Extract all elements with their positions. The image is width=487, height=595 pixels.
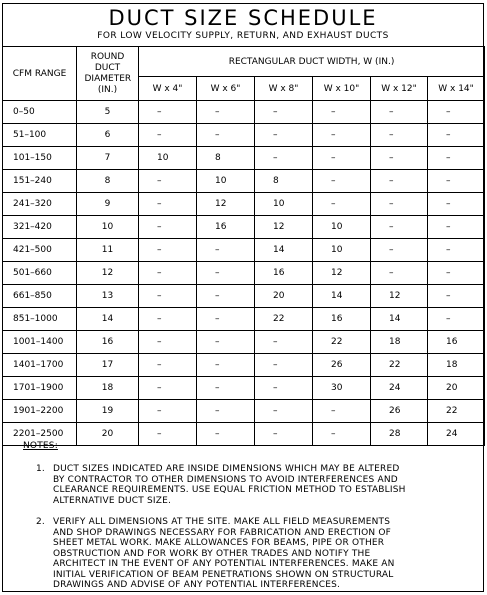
rect-width-cell: – <box>371 193 428 216</box>
rect-width-cell: 26 <box>313 354 371 377</box>
cfm-range-cell: 51–100 <box>3 124 77 147</box>
rect-width-cell: 24 <box>371 377 428 400</box>
rect-width-cell: – <box>313 193 371 216</box>
table-row <box>3 147 485 170</box>
schedule-subtitle: FOR LOW VELOCITY SUPPLY, RETURN, AND EXHAUST DUCTS <box>97 31 389 41</box>
rect-width-cell: 12 <box>255 216 313 239</box>
rect-width-cell: 10 <box>197 170 255 193</box>
rect-width-cell: – <box>313 124 371 147</box>
width-column-header: W x 10" <box>313 77 371 101</box>
table-row <box>3 308 485 331</box>
table-row <box>3 285 485 308</box>
rect-width-cell: – <box>139 423 197 446</box>
cfm-range-cell: 421–500 <box>3 239 77 262</box>
note-line: DUCT SIZES INDICATED ARE INSIDE DIMENSIONS WHICH MAY BE ALTERED <box>53 464 400 474</box>
round-diameter-cell: 16 <box>77 331 139 354</box>
rect-width-cell: – <box>197 377 255 400</box>
rect-width-cell: – <box>255 423 313 446</box>
rect-width-cell: – <box>197 262 255 285</box>
rect-width-cell: – <box>371 239 428 262</box>
rect-width-cell: 18 <box>428 354 485 377</box>
cfm-range-cell: 1401–1700 <box>3 354 77 377</box>
round-diameter-cell: 11 <box>77 239 139 262</box>
cfm-range-cell: 1001–1400 <box>3 331 77 354</box>
rect-width-cell: 16 <box>428 331 485 354</box>
rect-width-cell: – <box>197 423 255 446</box>
rect-width-cell: – <box>428 101 485 124</box>
rect-width-header: RECTANGULAR DUCT WIDTH, W (IN.) <box>139 47 485 77</box>
table-row <box>3 170 485 193</box>
table-row <box>3 354 485 377</box>
round-diameter-cell: 13 <box>77 285 139 308</box>
rect-width-cell: – <box>371 147 428 170</box>
note-text <box>53 517 478 591</box>
rect-width-cell: 22 <box>371 354 428 377</box>
notes-section <box>3 433 483 591</box>
note-text <box>53 464 478 506</box>
note-line: VERIFY ALL DIMENSIONS AT THE SITE. MAKE ALL FIELD MEASUREMENTS <box>53 517 391 527</box>
rect-width-cell: – <box>197 308 255 331</box>
width-column-header: W x 4" <box>139 77 197 101</box>
cfm-range-cell: 501–660 <box>3 262 77 285</box>
rect-width-cell: – <box>255 101 313 124</box>
rect-width-cell: 10 <box>313 239 371 262</box>
table-row <box>3 124 485 147</box>
rect-width-cell: – <box>428 170 485 193</box>
rect-width-cell: – <box>197 124 255 147</box>
rect-width-cell: – <box>428 124 485 147</box>
table-row <box>3 239 485 262</box>
cfm-range-cell: 661–850 <box>3 285 77 308</box>
cfm-range-cell: 151–240 <box>3 170 77 193</box>
rect-width-cell: – <box>139 285 197 308</box>
rect-width-cell: 10 <box>139 147 197 170</box>
round-diameter-cell: 9 <box>77 193 139 216</box>
note-line: INITIAL VERIFICATION OF BEAM PENETRATIONS SHOWN ON STRUCTURAL <box>53 569 394 580</box>
rect-width-cell: – <box>139 216 197 239</box>
rect-width-cell: – <box>313 423 371 446</box>
cfm-range-cell: 321–420 <box>3 216 77 239</box>
width-column-header: W x 6" <box>197 77 255 101</box>
schedule-title: DUCT SIZE SCHEDULE <box>108 6 378 30</box>
rect-width-cell: – <box>255 331 313 354</box>
width-column-header: W x 12" <box>371 77 428 101</box>
rect-width-cell: – <box>428 285 485 308</box>
rect-width-cell: 22 <box>428 400 485 423</box>
rect-width-cell: – <box>313 101 371 124</box>
note-line: BY CONTRACTOR TO OTHER DIMENSIONS TO AVOID INTERFERENCES AND <box>53 474 398 485</box>
cfm-range-header: CFM RANGE <box>3 47 77 101</box>
rect-width-cell: – <box>197 331 255 354</box>
rect-width-cell: – <box>428 216 485 239</box>
round-diameter-cell: 14 <box>77 308 139 331</box>
rect-width-cell: 22 <box>255 308 313 331</box>
rect-width-cell: – <box>197 239 255 262</box>
rect-width-cell: 26 <box>371 400 428 423</box>
note-line: OBSTRUCTION AND FOR WORK BY OTHER TRADES AND NOTIFY THE <box>53 548 371 559</box>
rect-width-cell: – <box>313 170 371 193</box>
rect-width-cell: – <box>197 400 255 423</box>
note-line: ARCHITECT IN THE EVENT OF ANY POTENTIAL INTERFERENCES. MAKE AN <box>53 559 395 569</box>
rect-width-cell: – <box>428 262 485 285</box>
rect-width-cell: – <box>139 354 197 377</box>
note-line: CLEARANCE REQUIREMENTS. USE EQUAL FRICTION METHOD TO ESTABLISH <box>53 485 406 495</box>
table-row <box>3 216 485 239</box>
rect-width-cell: 10 <box>255 193 313 216</box>
rect-width-cell: – <box>255 400 313 423</box>
rect-width-cell: – <box>139 193 197 216</box>
round-diameter-cell: 6 <box>77 124 139 147</box>
table-body <box>3 101 485 446</box>
round-diameter-cell: 8 <box>77 170 139 193</box>
table-row <box>3 377 485 400</box>
rect-width-cell: 12 <box>197 193 255 216</box>
rect-width-cell: – <box>313 400 371 423</box>
cfm-range-cell: 1701–1900 <box>3 377 77 400</box>
rect-width-cell: – <box>371 170 428 193</box>
rect-width-cell: – <box>255 147 313 170</box>
rect-width-cell: 14 <box>313 285 371 308</box>
rect-width-cell: 24 <box>428 423 485 446</box>
rect-width-cell: – <box>139 308 197 331</box>
round-diameter-cell: 5 <box>77 101 139 124</box>
rect-width-cell: – <box>255 377 313 400</box>
rect-width-cell: 12 <box>313 262 371 285</box>
table-row <box>3 262 485 285</box>
note-number: 1. <box>36 464 45 474</box>
rect-width-cell: – <box>139 262 197 285</box>
note-line: DRAWINGS AND ADVISE OF ANY POTENTIAL INTERFERENCES. <box>53 580 341 590</box>
rect-width-cell: – <box>371 262 428 285</box>
rect-width-cell: – <box>371 101 428 124</box>
table-row <box>3 101 485 124</box>
rect-width-cell: 18 <box>371 331 428 354</box>
rect-width-cell: – <box>371 216 428 239</box>
rect-width-cell: 16 <box>197 216 255 239</box>
duct-schedule-sheet <box>2 3 484 592</box>
rect-width-cell: – <box>139 239 197 262</box>
cfm-range-cell: 0–50 <box>3 101 77 124</box>
round-diameter-header <box>77 47 139 101</box>
rect-width-cell: 20 <box>428 377 485 400</box>
rect-width-cell: – <box>197 285 255 308</box>
cfm-range-cell: 1901–2200 <box>3 400 77 423</box>
table-row <box>3 400 485 423</box>
rect-width-cell: 30 <box>313 377 371 400</box>
rect-width-cell: – <box>139 101 197 124</box>
rect-width-cell: 20 <box>255 285 313 308</box>
rect-width-cell: 22 <box>313 331 371 354</box>
note-line: AND SHOP DRAWINGS NECESSARY FOR FABRICATION AND ERECTION OF <box>53 527 392 538</box>
note-line: SHEET METAL WORK. MAKE ALLOWANCES FOR BEAMS, PIPE OR OTHER <box>53 538 385 548</box>
rect-width-cell: – <box>428 308 485 331</box>
note-line: ALTERNATIVE DUCT SIZE. <box>53 495 172 506</box>
rect-width-cell: 10 <box>313 216 371 239</box>
rect-width-cell: – <box>255 124 313 147</box>
width-column-header: W x 8" <box>255 77 313 101</box>
width-column-header: W x 14" <box>428 77 485 101</box>
cfm-range-cell: 851–1000 <box>3 308 77 331</box>
cfm-range-cell: 101–150 <box>3 147 77 170</box>
round-diameter-header-text: ROUND DUCT DIAMETER (IN.) <box>84 51 132 95</box>
rect-width-cell: 14 <box>255 239 313 262</box>
rect-width-cell: – <box>197 354 255 377</box>
note-number: 2. <box>36 517 45 527</box>
rect-width-cell: – <box>197 101 255 124</box>
round-diameter-cell: 20 <box>77 423 139 446</box>
rect-width-cell: – <box>139 377 197 400</box>
rect-width-cell: – <box>255 354 313 377</box>
cfm-range-cell: 2201–2500 <box>3 423 77 446</box>
cfm-range-cell: 241–320 <box>3 193 77 216</box>
rect-width-cell: – <box>428 147 485 170</box>
rect-width-cell: – <box>371 124 428 147</box>
rect-width-cell: 16 <box>255 262 313 285</box>
round-diameter-cell: 19 <box>77 400 139 423</box>
round-diameter-cell: 12 <box>77 262 139 285</box>
round-diameter-cell: 18 <box>77 377 139 400</box>
rect-width-cell: 8 <box>255 170 313 193</box>
duct-size-table <box>2 46 485 446</box>
table-row <box>3 193 485 216</box>
rect-width-cell: 28 <box>371 423 428 446</box>
rect-width-cell: – <box>139 170 197 193</box>
table-row <box>3 331 485 354</box>
rect-width-cell: 8 <box>197 147 255 170</box>
rect-width-cell: – <box>428 193 485 216</box>
rect-width-cell: – <box>139 331 197 354</box>
rect-width-cell: – <box>139 400 197 423</box>
rect-width-cell: 12 <box>371 285 428 308</box>
round-diameter-cell: 7 <box>77 147 139 170</box>
rect-width-cell: – <box>139 124 197 147</box>
round-diameter-cell: 17 <box>77 354 139 377</box>
rect-width-cell: – <box>428 239 485 262</box>
rect-width-cell: 14 <box>371 308 428 331</box>
rect-width-cell: 16 <box>313 308 371 331</box>
notes-title: NOTES: <box>23 441 58 451</box>
rect-width-cell: – <box>313 147 371 170</box>
round-diameter-cell: 10 <box>77 216 139 239</box>
